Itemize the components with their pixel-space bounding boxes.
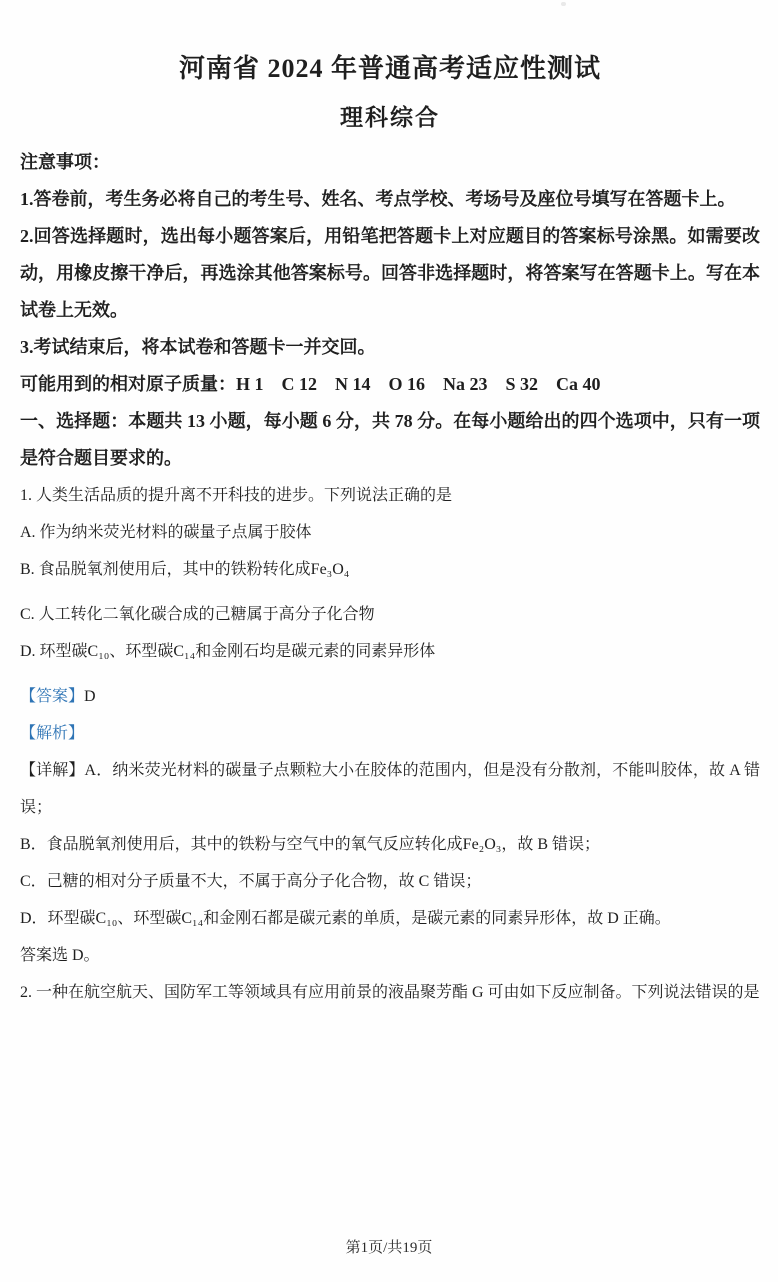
question-1-option-c: C. 人工转化二氧化碳合成的己糖属于高分子化合物 — [20, 606, 375, 623]
atomic-mass-line: 可能用到的相对原子质量：H 1 C 12 N 14 O 16 Na 23 S 32 Ca 40 — [20, 374, 601, 394]
page-number: 第1页/共19页 — [345, 1240, 433, 1256]
detail-paragraph-a — [20, 752, 760, 826]
question-1-option-b: B. 食品脱氧剂使用后，其中的铁粉转化成Fe₃O₄ — [20, 561, 350, 578]
question-1-option-a: A. 作为纳米荧光材料的碳量子点属于胶体 — [20, 524, 312, 541]
analysis-label: 【解析】 — [20, 725, 85, 742]
page-content — [20, 0, 760, 1011]
detail-paragraph-d: D．环型碳C₁₀、环型碳C₁₄和金刚石都是碳元素的单质，是碳元素的同素异形体，故 D 正确。 — [20, 910, 671, 927]
question-2-stem: 2. 一种在航空航天、国防军工等领域具有应用前景的液晶聚芳酯 G 可由如下反应制备。下列说法错误的是 — [20, 984, 760, 1001]
section-heading: 一、选择题：本题共 13 小题，每小题 6 分，共 78 分。在每小题给出的四个选项中，只有一项是符合题目要求的。 — [20, 411, 760, 468]
notice-heading: 注意事项： — [20, 152, 110, 172]
page-subtitle: 理科综合 — [340, 105, 440, 130]
detail-paragraph-c: C．己糖的相对分子质量不大，不属于高分子化合物，故 C 错误； — [20, 873, 482, 890]
detail-label: 【详解】 — [20, 762, 85, 779]
question-1-stem: 1. 人类生活品质的提升离不开科技的进步。下列说法正确的是 — [20, 487, 453, 504]
question-1-block — [20, 477, 760, 974]
answer-conclusion: 答案选 D。 — [20, 947, 100, 964]
answer-line — [20, 678, 760, 715]
notice-item-3: 3.考试结束后，将本试卷和答题卡一并交回。 — [20, 337, 376, 357]
notice-section — [20, 144, 760, 477]
page-footer — [0, 1236, 778, 1260]
page-title: 河南省 2024 年普通高考适应性测试 — [178, 54, 601, 83]
answer-label: 【答案】 — [20, 688, 85, 705]
detail-text-a: A．纳米荧光材料的碳量子点颗粒大小在胶体的范围内，但是没有分散剂，不能叫胶体，故 A 错误； — [20, 762, 760, 816]
detail-paragraph-b: B．食品脱氧剂使用后，其中的铁粉与空气中的氧气反应转化成Fe₂O₃，故 B 错误； — [20, 836, 601, 853]
notice-item-2: 2.回答选择题时，选出每小题答案后，用铅笔把答题卡上对应题目的答案标号涂黑。如需要改动，用橡皮擦干净后，再选涂其他答案标号。回答非选择题时，将答案写在答题卡上。写在本试卷上无效。 — [20, 226, 760, 320]
question-2-block — [20, 974, 760, 1011]
notice-item-1: 1.答卷前，考生务必将自己的考生号、姓名、考点学校、考场号及座位号填写在答题卡上。 — [20, 189, 736, 209]
answer-value: D — [84, 688, 96, 705]
question-1-option-d: D. 环型碳C₁₀、环型碳C₁₄和金刚石均是碳元素的同素异形体 — [20, 643, 436, 660]
